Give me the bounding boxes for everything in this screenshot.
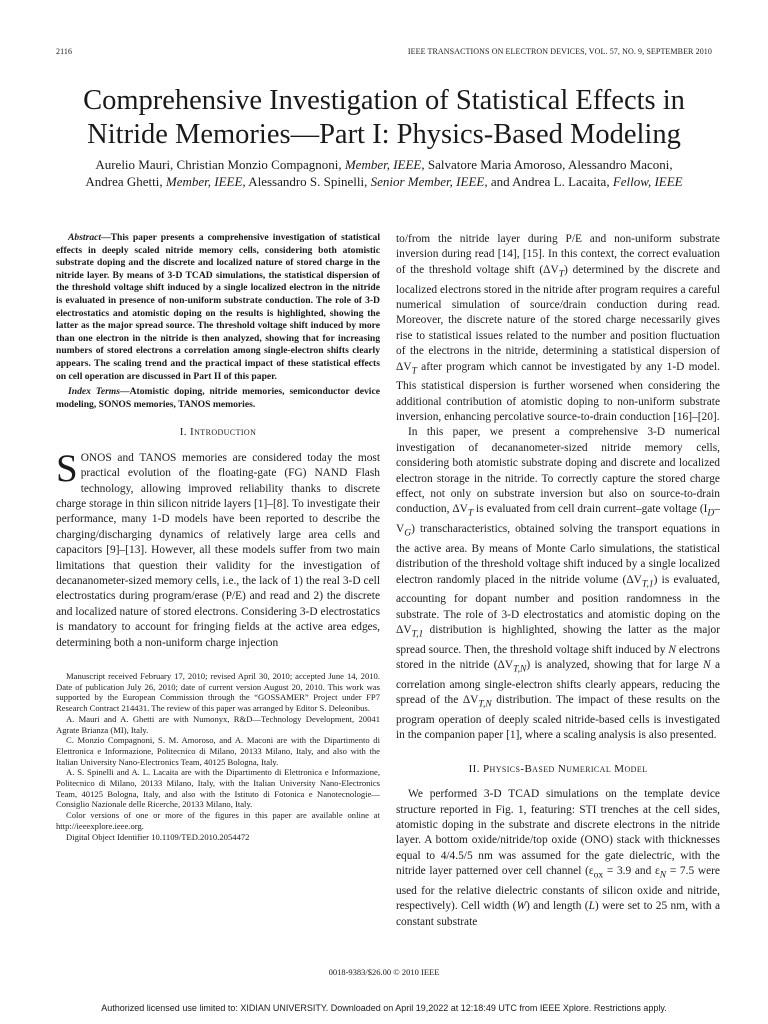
model-paragraph: We performed 3-D TCAD simulations on the template device structure reported in Fig. 1, featuring: STI trenches at the cell sides, atomistic doping in the substrate and discrete electrons in the nitride layer. A bottom oxide/nitride/top oxide (ONO) stack with thicknesses equal to 4/4.5/5 nm was assumed for the gate dielectric, with the nitride layer patterned over cell channel ($\varepsilon_{ox} = 3.9$ and $\varepsilon_N = 7.5$ were used for the relative dielectric constants of silicon oxide and nitride, respectively). Cell width (W) and length (L) were set to 25 nm, with a constant substrate bbox=[396, 788, 720, 928]
title-line-1: Comprehensive Investigation of Statistical Effects in bbox=[83, 85, 685, 116]
authors-line-2: Andrea Ghetti, Member, IEEE, Alessandro S. Spinelli, Senior Member, IEEE, and Andrea L. Lacaita, Fellow, IEEE bbox=[85, 174, 683, 189]
author-list bbox=[20, 156, 748, 190]
authors-line-1: Aurelio Mauri, Christian Monzio Compagnoni, Member, IEEE, Salvatore Maria Amoroso, Alessandro Maconi, bbox=[95, 157, 673, 172]
footnote-color-versions: Color versions of one or more of the figures in this paper are available online at http://ieeexplore.ieee.org. bbox=[56, 810, 380, 831]
copyright-code: 0018-9383/$26.00 © 2010 IEEE bbox=[328, 967, 440, 977]
footnote-manuscript: Manuscript received February 17, 2010; revised April 30, 2010; accepted June 14, 2010. Date of publication July 26, 2010; date of current version August 20, 2010. This work was supported by the European Commission through the “GOSSAMER” Project under FP7 Research Contract 214431. The review of this paper was arranged by Editor S. Deleonibus. bbox=[56, 671, 380, 714]
section-heading-model: II. Physics-Based Numerical Model bbox=[468, 762, 648, 775]
right-column bbox=[396, 232, 720, 930]
abstract-text: —This paper presents a comprehensive investigation of statistical effects in deeply scaled nitride memory cells, considering both atomistic substrate doping and the discrete and localized nature of stored charge in the nitride layer. By means of 3-D TCAD simulations, the statistical dispersion of the threshold voltage shift induced by a single localized electron in the nitride is evaluated in presence of non-uniform substrate conduction. The role of 3-D electrostatics and atomistic doping on the results is highlighted, showing the latter as the major spread source. The threshold voltage shift induced by more than one electron in the nitride is then analyzed, showing that for increasing numbers of stored electrons a correlation among single-electron shifts clearly appears. The scaling trend and the practical impact of these statistical effects on cell operation are discussed in Part II of this paper. bbox=[56, 232, 380, 382]
index-terms-label: Index Terms bbox=[68, 386, 121, 398]
footnote-affiliation-3: A. S. Spinelli and A. L. Lacaita are with the Dipartimento di Elettronica e Informazione, Politecnico di Milano, 20133 Milano, Italy, with the Italian University Nano-Electronics Team, 40125 Bologna, Italy, and also with the Istituto di Fotonica e Nanotecnologie—Consiglio Nazionale delle Ricerche, 20133 Milano, Italy. bbox=[56, 767, 380, 810]
footnote-doi: Digital Object Identifier 10.1109/TED.2010.2054472 bbox=[66, 831, 250, 842]
paper-title bbox=[20, 84, 748, 152]
page-number: 2116 bbox=[56, 47, 73, 56]
index-terms-text: —Atomistic doping, nitride memories, semiconductor device modeling, SONOS memories, TANOS memories. bbox=[56, 386, 380, 410]
footnotes bbox=[56, 671, 380, 842]
abstract bbox=[56, 232, 380, 411]
footnote-affiliation-1: A. Mauri and A. Ghetti are with Numonyx, R&D—Technology Development, 20041 Agrate Brianza (MI), Italy. bbox=[56, 713, 380, 735]
license-notice: Authorized licensed use limited to: XIDIAN UNIVERSITY. Downloaded on April 19,2022 at 12:18:49 UTC from IEEE Xplore. Restrictions apply. bbox=[101, 1003, 667, 1013]
intro-paragraph-2: In this paper, we present a comprehensive 3-D numerical investigation of decananometer-sized nitride memory cells, considering both atomistic substrate doping and discrete and localized electron storage in the nitride. To correctly capture the stored charge effect, not only on substrate inversion but also on source-to-drain conduction, $\Delta V_T$ is evaluated from cell drain current–gate voltage $(I_D-V_G)$ transcharacteristics, obtained solving the transport equations in the active area. By means of Monte Carlo simulations, the statistical distribution of the threshold voltage shift induced by a single localized electron randomly placed in the nitride volume $(\Delta V_{T,1})$ is evaluated, accounting for dopant number and position randomness in the substrate. The role of 3-D electrostatics and atomistic doping on the $\Delta V_{T,1}$ distribution is highlighted, showing the latter as the major spread source. Then, the threshold voltage shift induced by N electrons stored in the nitride $(\Delta V_{T,N})$ is analyzed, showing that for large N a correlation among single-electron shifts clearly appears, reducing the spread of the $\Delta V_{T,N}$ distribution. The impact of these results on the program operation of deeply scaled nitride-based cells is investigated in the companion paper [1], where a scaling analysis is also presented. bbox=[396, 426, 721, 742]
left-column bbox=[56, 232, 380, 842]
abstract-label: Abstract bbox=[68, 232, 102, 243]
title-line-2: Nitride Memories—Part I: Physics-Based Modeling bbox=[87, 119, 681, 150]
section-heading-introduction: I. Introduction bbox=[179, 426, 257, 439]
footnote-affiliation-2: C. Monzio Compagnoni, S. M. Amoroso, and A. Maconi are with the Dipartimento di Elettronica e Informazione, Politecnico di Milano, 20133 Milano, Italy, and also with the Italian University Nano-Electronics Team, 40125 Bologna, Italy. bbox=[56, 735, 380, 767]
intro-paragraph: SONOS and TANOS memories are considered today the most practical evolution of the floating-gate (FG) NAND Flash technology, allowing improved reliability thanks to discrete charge storage in thin silicon nitride layers [1]–[8]. To investigate their performance, many 1-D models have been reported to describe the charging/discharging dynamics of relatively large area cells and capacitors [9]–[13]. However, all these models suffer from two main limitations that question their validity for the investigation of decananometer-sized memory cells, i.e., the lack of 1) the real 3-D cell electrostatics during program/erase (P/E) and read and 2) the discrete and localized nature of stored electrons. Considering 3-D electrostatics is mandatory to account for fringing fields at the active area edges, determining both a non-uniform charge injection bbox=[56, 446, 380, 649]
journal-header: IEEE TRANSACTIONS ON ELECTRON DEVICES, VOL. 57, NO. 9, SEPTEMBER 2010 bbox=[407, 47, 712, 56]
intro-continuation: to/from the nitride layer during P/E and non-uniform substrate inversion during read [14], [15]. In this context, the correct evaluation of the threshold voltage shift $(\Delta V_T)$ determined by the discrete and localized electrons stored in the nitride after program requires a careful numerical simulation of source/drain conduction during read. Moreover, the discrete nature of the stored charge necessarily gives rise to statistical issues related to the number and position fluctuation of the electrons in the nitride, determining a statistical dispersion of $\Delta V_T$ after program which cannot be investigated by any 1-D model. This statistical dispersion is further worsened when considering the additional contribution of atomistic doping to non-uniform substrate inversion, enhancing percolative source-to-drain conduction [16]–[20]. bbox=[396, 233, 721, 424]
drop-cap: S bbox=[56, 446, 78, 490]
